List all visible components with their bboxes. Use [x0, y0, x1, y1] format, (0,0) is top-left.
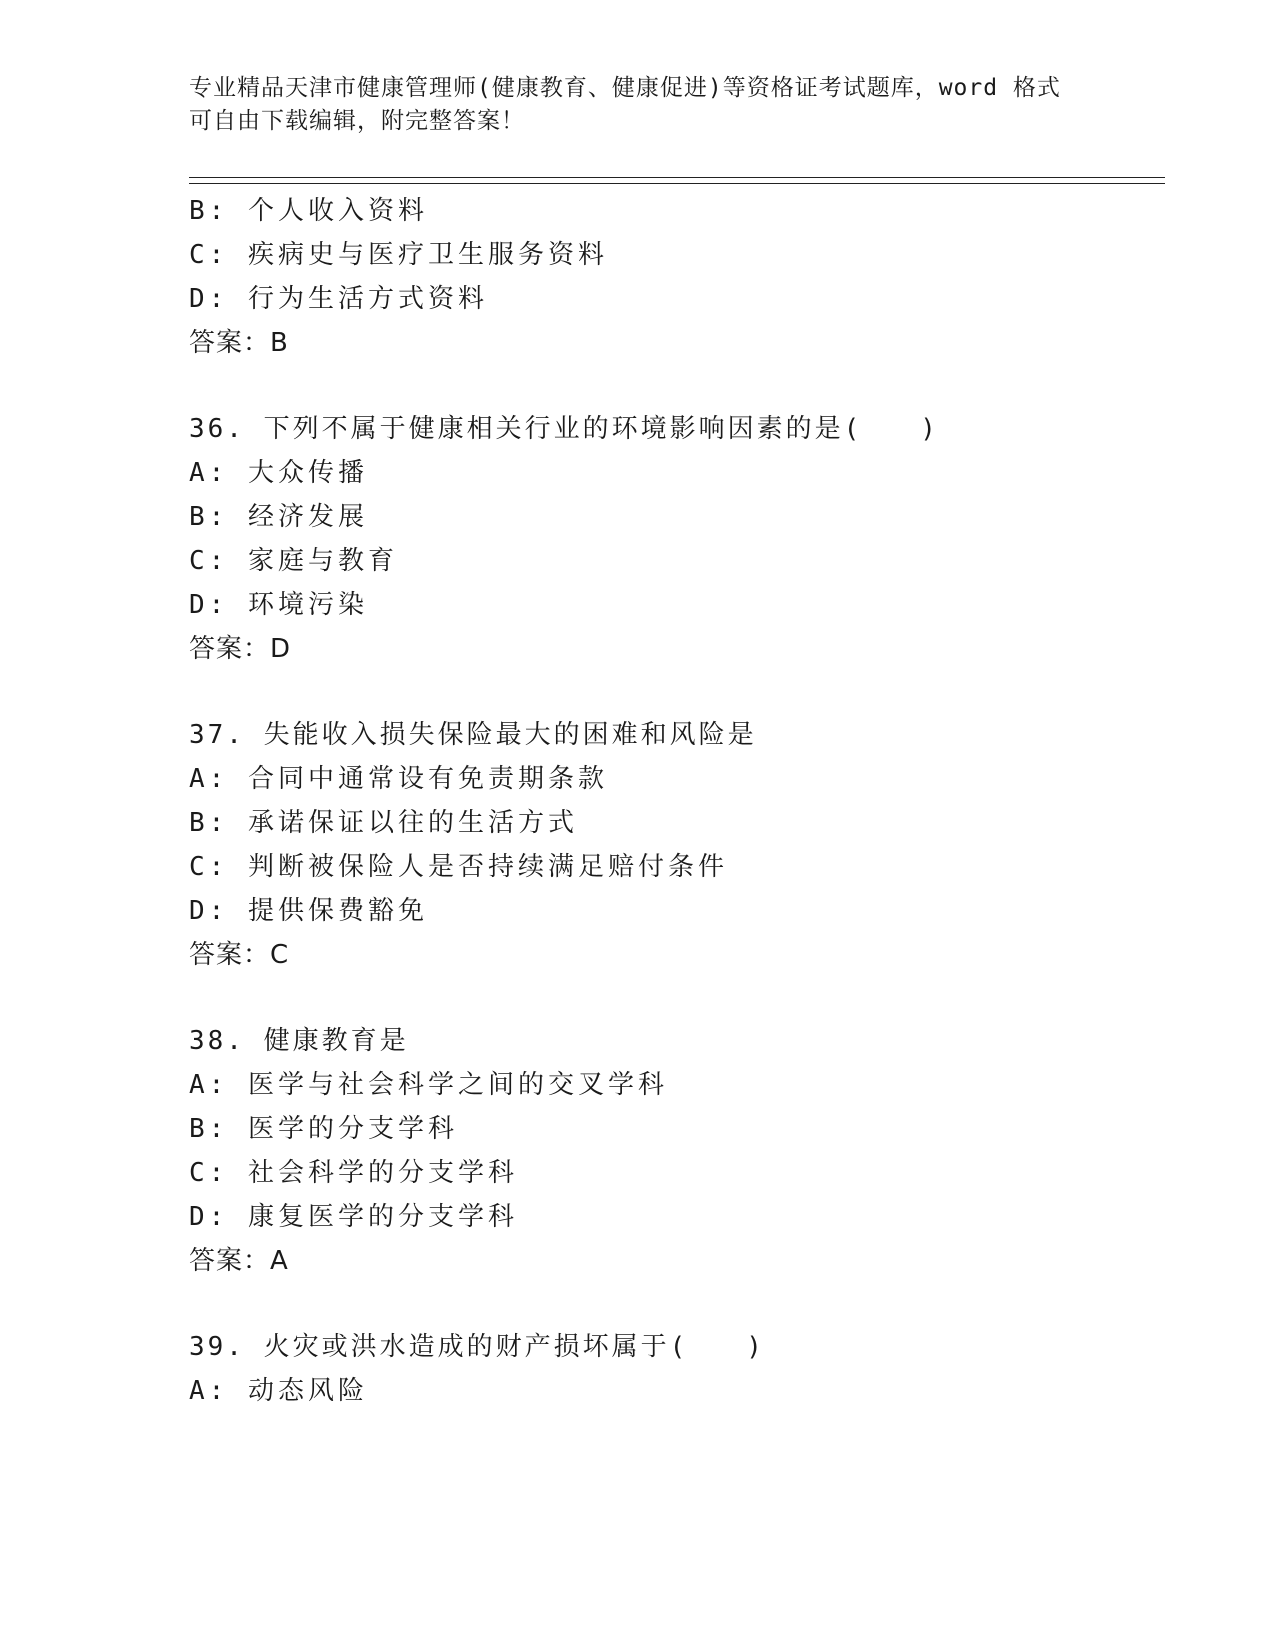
- document-header: [189, 72, 1069, 138]
- option-d: D: 环境污染: [189, 590, 368, 620]
- question-stem: 39. 火灾或洪水造成的财产损坏属于( ): [189, 1332, 765, 1362]
- header-divider-bottom: [189, 183, 1165, 184]
- option-d: D: 康复医学的分支学科: [189, 1202, 518, 1232]
- answer-line: 答案：D: [189, 634, 292, 664]
- option-b: B: 经济发展: [189, 502, 368, 532]
- header-line-2: 可自由下载编辑，附完整答案！: [189, 108, 525, 134]
- option-a: A: 大众传播: [189, 458, 368, 488]
- option-d: D: 行为生活方式资料: [189, 284, 488, 314]
- header-line-1: 专业精品天津市健康管理师(健康教育、健康促进)等资格证考试题库，word 格式: [189, 75, 1061, 101]
- option-a: A: 医学与社会科学之间的交叉学科: [189, 1070, 668, 1100]
- option-d: D: 提供保费豁免: [189, 896, 428, 926]
- option-c: C: 判断被保险人是否持续满足赔付条件: [189, 852, 728, 882]
- option-b: B: 医学的分支学科: [189, 1114, 458, 1144]
- option-c: C: 家庭与教育: [189, 546, 398, 576]
- question-stem: 38. 健康教育是: [189, 1026, 409, 1056]
- option-b: B: 个人收入资料: [189, 196, 428, 226]
- question-stem: 36. 下列不属于健康相关行业的环境影响因素的是( ): [189, 414, 939, 444]
- option-b: B: 承诺保证以往的生活方式: [189, 808, 578, 838]
- question-stem: 37. 失能收入损失保险最大的困难和风险是: [189, 720, 757, 750]
- answer-line: 答案：B: [189, 328, 289, 358]
- option-a: A: 合同中通常设有免责期条款: [189, 764, 608, 794]
- header-divider-top: [189, 177, 1165, 178]
- answer-line: 答案：C: [189, 940, 290, 970]
- option-a: A: 动态风险: [189, 1376, 368, 1406]
- answer-line: 答案：A: [189, 1246, 289, 1276]
- option-c: C: 疾病史与医疗卫生服务资料: [189, 240, 608, 270]
- option-c: C: 社会科学的分支学科: [189, 1158, 518, 1188]
